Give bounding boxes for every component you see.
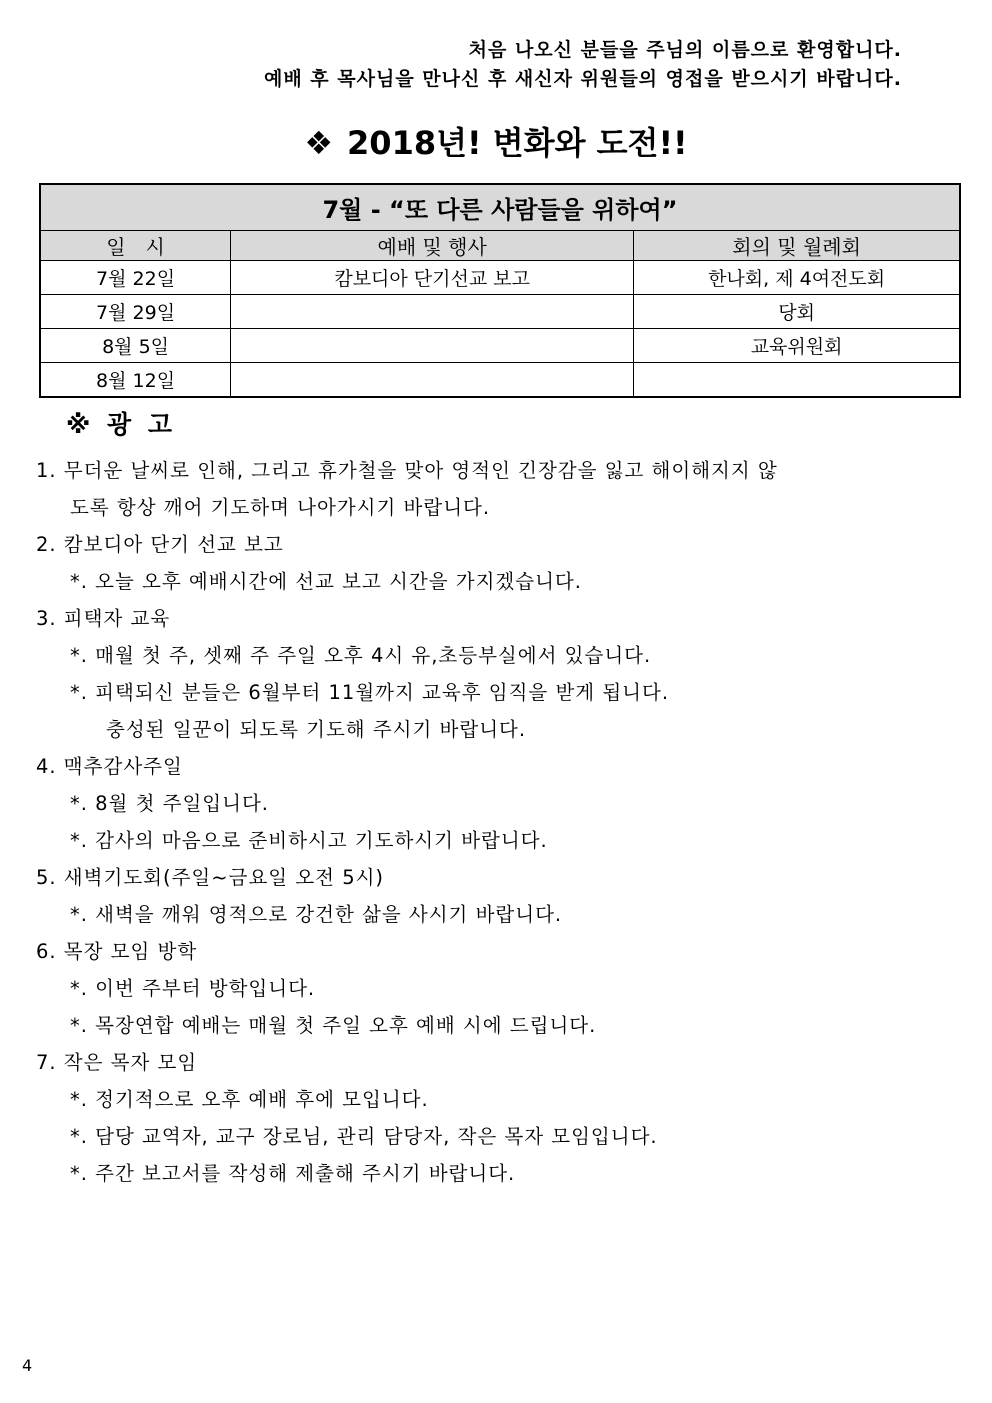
table-row: [40, 363, 960, 398]
notice-title: 1. 무더운 날씨로 인해, 그리고 휴가철을 맞아 영적인 긴장감을 잃고 해이해지지 않: [36, 459, 778, 482]
page-title-text: 2018년! 변화와 도전!!: [347, 124, 688, 162]
table-row: [40, 329, 960, 363]
notice-title: 4. 맥추감사주일: [36, 755, 183, 778]
welcome-line-2: 예배 후 목사님을 만나신 후 새신자 위원들의 영접을 받으시기 바랍니다.: [263, 68, 902, 90]
page-number: 4: [22, 1356, 33, 1375]
notice-item-6: [36, 933, 956, 1044]
notice-heading: ※ 광 고: [66, 410, 177, 439]
notice-item-3: [36, 600, 956, 748]
header-meeting: 회의 및 월례회: [634, 231, 960, 261]
notice-list: [36, 452, 956, 1192]
page-title: [0, 118, 992, 164]
row-event: 캄보디아 단기선교 보고: [231, 261, 634, 295]
schedule-header-row: [40, 231, 960, 261]
notice-detail: *. 매월 첫 주, 셋째 주 주일 오후 4시 유,초등부실에서 있습니다.: [70, 644, 652, 667]
row-meeting: 당회: [634, 295, 960, 329]
table-row: [40, 261, 960, 295]
row-meeting: 교육위원회: [634, 329, 960, 363]
notice-title: 2. 캄보디아 단기 선교 보고: [36, 533, 284, 556]
notice-detail: *. 주간 보고서를 작성해 제출해 주시기 바랍니다.: [70, 1162, 516, 1185]
notice-item-4: [36, 748, 956, 859]
row-date: 8월 12일: [40, 363, 231, 398]
notice-detail: *. 8월 첫 주일입니다.: [70, 792, 270, 815]
notice-detail: *. 목장연합 예배는 매월 첫 주일 오후 예배 시에 드립니다.: [70, 1014, 597, 1037]
notice-item-2: [36, 526, 956, 600]
notice-title: 6. 목장 모임 방학: [36, 940, 198, 963]
row-date: 7월 29일: [40, 295, 231, 329]
schedule-theme-row: [40, 184, 960, 231]
schedule-table: [39, 183, 961, 398]
row-event: [231, 363, 634, 398]
header-event: 예배 및 행사: [231, 231, 634, 261]
notice-detail-continuation: 충성된 일꾼이 되도록 기도해 주시기 바랍니다.: [106, 718, 527, 741]
notice-detail: *. 새벽을 깨워 영적으로 강건한 삶을 사시기 바랍니다.: [70, 903, 563, 926]
notice-item-1: [36, 452, 956, 526]
row-date: 7월 22일: [40, 261, 231, 295]
notice-title: 3. 피택자 교육: [36, 607, 171, 630]
notice-detail: *. 감사의 마음으로 준비하시고 기도하시기 바랍니다.: [70, 829, 548, 852]
notice-item-5: [36, 859, 956, 933]
notice-title: 7. 작은 목자 모임: [36, 1051, 198, 1074]
table-row: [40, 295, 960, 329]
row-event: [231, 295, 634, 329]
row-meeting: [634, 363, 960, 398]
notice-detail: *. 피택되신 분들은 6월부터 11월까지 교육후 임직을 받게 됩니다.: [70, 681, 670, 704]
notice-detail: *. 오늘 오후 예배시간에 선교 보고 시간을 가지겠습니다.: [70, 570, 582, 593]
notice-detail: *. 이번 주부터 방학입니다.: [70, 977, 316, 1000]
row-event: [231, 329, 634, 363]
schedule-theme: 7월 - “또 다른 사람들을 위하여”: [40, 184, 960, 231]
row-meeting: 한나회, 제 4여전도회: [634, 261, 960, 295]
notice-detail: *. 담당 교역자, 교구 장로님, 관리 담당자, 작은 목자 모임입니다.: [70, 1125, 658, 1148]
row-date: 8월 5일: [40, 329, 231, 363]
diamond-icon: ❖: [304, 124, 334, 162]
welcome-message: [264, 36, 902, 94]
header-date: 일 시: [40, 231, 231, 261]
notice-item-7: [36, 1044, 956, 1192]
welcome-line-1: 처음 나오신 분들을 주님의 이름으로 환영합니다.: [468, 39, 902, 61]
notice-detail: *. 정기적으로 오후 예배 후에 모입니다.: [70, 1088, 429, 1111]
notice-title: 5. 새벽기도회(주일~금요일 오전 5시): [36, 866, 385, 889]
notice-continuation: 도록 항상 깨어 기도하며 나아가시기 바랍니다.: [70, 496, 491, 519]
